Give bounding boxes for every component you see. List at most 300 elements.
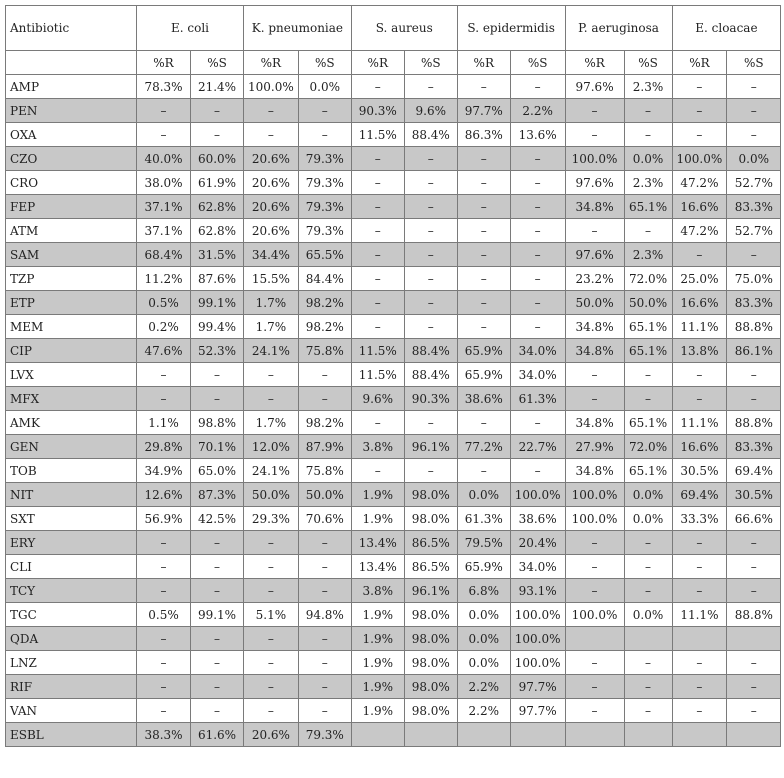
susceptible-pct-cell: 98.2% — [298, 411, 351, 435]
resistant-pct-cell: 1.1% — [137, 411, 191, 435]
resistant-pct-cell: – — [351, 291, 404, 315]
susceptible-pct-cell: – — [191, 627, 244, 651]
antibiotic-name: ETP — [6, 291, 137, 315]
susceptible-pct-cell: – — [624, 219, 672, 243]
susceptible-pct-cell: 83.3% — [727, 291, 781, 315]
resistant-pct-cell: 13.4% — [351, 531, 404, 555]
subheader-r: %R — [351, 51, 404, 75]
resistant-pct-cell: 79.5% — [457, 531, 510, 555]
resistant-pct-cell: 20.6% — [244, 171, 299, 195]
susceptible-pct-cell: – — [191, 123, 244, 147]
susceptible-pct-cell: 62.8% — [191, 195, 244, 219]
resistant-pct-cell: 1.7% — [244, 411, 299, 435]
resistant-pct-cell: 11.2% — [137, 267, 191, 291]
susceptible-pct-cell: 60.0% — [191, 147, 244, 171]
resistant-pct-cell: 61.3% — [457, 507, 510, 531]
susceptible-pct-cell: 2.3% — [624, 171, 672, 195]
susceptible-pct-cell: 0.0% — [624, 603, 672, 627]
resistant-pct-cell: 40.0% — [137, 147, 191, 171]
antibiotic-name: LVX — [6, 363, 137, 387]
resistant-pct-cell: – — [137, 99, 191, 123]
susceptible-pct-cell: 100.0% — [510, 651, 565, 675]
resistant-pct-cell: 97.6% — [565, 75, 624, 99]
susceptible-pct-cell: 65.5% — [298, 243, 351, 267]
resistant-pct-cell: – — [457, 315, 510, 339]
resistant-pct-cell: 27.9% — [565, 435, 624, 459]
resistant-pct-cell: 65.9% — [457, 363, 510, 387]
susceptible-pct-cell: 98.2% — [298, 315, 351, 339]
resistant-pct-cell: – — [457, 171, 510, 195]
antibiotic-name: PEN — [6, 99, 137, 123]
resistant-pct-cell — [672, 627, 727, 651]
resistant-pct-cell: – — [137, 579, 191, 603]
antibiotic-name: CRO — [6, 171, 137, 195]
antibiotic-name: AMP — [6, 75, 137, 99]
susceptible-pct-cell: – — [404, 171, 457, 195]
susceptible-pct-cell: – — [624, 123, 672, 147]
resistant-pct-cell: 77.2% — [457, 435, 510, 459]
resistant-pct-cell: 34.8% — [565, 411, 624, 435]
resistant-pct-cell: 20.6% — [244, 195, 299, 219]
antibiotic-name: AMK — [6, 411, 137, 435]
subheader-blank — [6, 51, 137, 75]
resistant-pct-cell: 38.0% — [137, 171, 191, 195]
susceptible-pct-cell: 69.4% — [727, 459, 781, 483]
susceptible-pct-cell: 70.1% — [191, 435, 244, 459]
susceptible-pct-cell: 0.0% — [727, 147, 781, 171]
susceptible-pct-cell: – — [191, 675, 244, 699]
resistant-pct-cell: – — [457, 147, 510, 171]
susceptible-pct-cell: 97.7% — [510, 699, 565, 723]
susceptible-pct-cell: – — [191, 99, 244, 123]
susceptible-pct-cell: 13.6% — [510, 123, 565, 147]
resistant-pct-cell: 25.0% — [672, 267, 727, 291]
subheader-r: %R — [457, 51, 510, 75]
resistant-pct-cell: 24.1% — [244, 459, 299, 483]
resistant-pct-cell: 0.0% — [457, 627, 510, 651]
susceptible-pct-cell: 52.7% — [727, 171, 781, 195]
susceptible-pct-cell: – — [404, 219, 457, 243]
resistant-pct-cell: – — [137, 627, 191, 651]
resistant-pct-cell: 12.0% — [244, 435, 299, 459]
resistant-pct-cell: 0.5% — [137, 603, 191, 627]
susceptible-pct-cell — [510, 723, 565, 747]
susceptible-pct-cell: 62.8% — [191, 219, 244, 243]
resistant-pct-cell: 20.6% — [244, 723, 299, 747]
susceptible-pct-cell: 79.3% — [298, 723, 351, 747]
resistant-pct-cell: 50.0% — [244, 483, 299, 507]
resistant-pct-cell: 1.9% — [351, 651, 404, 675]
resistant-pct-cell: – — [244, 387, 299, 411]
resistant-pct-cell — [351, 723, 404, 747]
susceptible-pct-cell: 61.3% — [510, 387, 565, 411]
susceptible-pct-cell: 83.3% — [727, 435, 781, 459]
resistant-pct-cell: – — [244, 555, 299, 579]
antibiotic-name: CZO — [6, 147, 137, 171]
resistant-pct-cell: 29.8% — [137, 435, 191, 459]
susceptible-pct-cell: 50.0% — [624, 291, 672, 315]
subheader-s: %S — [624, 51, 672, 75]
susceptible-pct-cell: – — [298, 555, 351, 579]
subheader-r: %R — [672, 51, 727, 75]
susceptible-pct-cell: 100.0% — [510, 627, 565, 651]
resistant-pct-cell: 33.3% — [672, 507, 727, 531]
resistant-pct-cell: – — [672, 675, 727, 699]
susceptible-pct-cell: 0.0% — [624, 147, 672, 171]
resistant-pct-cell: – — [351, 147, 404, 171]
resistant-pct-cell: 6.8% — [457, 579, 510, 603]
table-row — [6, 339, 781, 363]
susceptible-pct-cell: 75.0% — [727, 267, 781, 291]
susceptible-pct-cell: – — [727, 243, 781, 267]
table-row — [6, 483, 781, 507]
susceptible-pct-cell: – — [404, 147, 457, 171]
susceptible-pct-cell: 98.0% — [404, 651, 457, 675]
resistant-pct-cell: 37.1% — [137, 195, 191, 219]
resistant-pct-cell: – — [565, 387, 624, 411]
susceptible-pct-cell: – — [624, 99, 672, 123]
resistant-pct-cell: – — [244, 651, 299, 675]
resistant-pct-cell: – — [244, 363, 299, 387]
susceptible-pct-cell: – — [727, 699, 781, 723]
susceptible-pct-cell: – — [191, 531, 244, 555]
resistant-pct-cell: 20.6% — [244, 219, 299, 243]
susceptible-pct-cell: 86.5% — [404, 555, 457, 579]
resistant-pct-cell: 9.6% — [351, 387, 404, 411]
resistant-pct-cell: – — [137, 531, 191, 555]
resistant-pct-cell: 11.1% — [672, 603, 727, 627]
resistant-pct-cell: – — [351, 219, 404, 243]
resistant-pct-cell: – — [137, 699, 191, 723]
resistant-pct-cell: 86.3% — [457, 123, 510, 147]
susceptible-pct-cell: – — [727, 75, 781, 99]
susceptible-pct-cell: – — [727, 123, 781, 147]
table-row — [6, 555, 781, 579]
susceptible-pct-cell: – — [624, 555, 672, 579]
susceptible-pct-cell: – — [298, 123, 351, 147]
antibiotic-header: Antibiotic — [6, 6, 137, 51]
resistant-pct-cell: 12.6% — [137, 483, 191, 507]
subheader-s: %S — [191, 51, 244, 75]
susceptible-pct-cell: 96.1% — [404, 435, 457, 459]
susceptible-pct-cell — [727, 723, 781, 747]
resistant-pct-cell: 3.8% — [351, 579, 404, 603]
susceptible-pct-cell: – — [727, 387, 781, 411]
resistant-pct-cell: – — [565, 651, 624, 675]
susceptible-pct-cell: 65.1% — [624, 195, 672, 219]
susceptible-pct-cell: 98.0% — [404, 603, 457, 627]
susceptible-pct-cell: 79.3% — [298, 171, 351, 195]
susceptible-pct-cell: – — [727, 531, 781, 555]
resistant-pct-cell: – — [565, 99, 624, 123]
resistant-pct-cell: 1.9% — [351, 507, 404, 531]
antibiotic-name: LNZ — [6, 651, 137, 675]
resistant-pct-cell: 100.0% — [565, 507, 624, 531]
resistant-pct-cell: 11.1% — [672, 411, 727, 435]
resistant-pct-cell — [672, 723, 727, 747]
susceptible-pct-cell: – — [727, 651, 781, 675]
resistant-pct-cell: – — [457, 267, 510, 291]
table-row — [6, 699, 781, 723]
resistant-pct-cell: – — [565, 531, 624, 555]
susceptible-pct-cell: 87.9% — [298, 435, 351, 459]
susceptible-pct-cell: 42.5% — [191, 507, 244, 531]
resistant-pct-cell: 97.6% — [565, 171, 624, 195]
table-row — [6, 507, 781, 531]
resistant-pct-cell: 3.8% — [351, 435, 404, 459]
resistant-pct-cell: 16.6% — [672, 195, 727, 219]
susceptible-pct-cell: 0.0% — [624, 483, 672, 507]
susceptible-pct-cell: 88.8% — [727, 411, 781, 435]
resistant-pct-cell: – — [137, 123, 191, 147]
resistant-pct-cell: – — [244, 99, 299, 123]
susceptible-pct-cell: 52.3% — [191, 339, 244, 363]
susceptible-pct-cell: – — [404, 267, 457, 291]
resistant-pct-cell: 100.0% — [565, 483, 624, 507]
susceptible-pct-cell: 30.5% — [727, 483, 781, 507]
resistant-pct-cell: – — [351, 267, 404, 291]
susceptible-pct-cell: – — [510, 411, 565, 435]
susceptible-pct-cell: – — [510, 315, 565, 339]
susceptible-pct-cell: 100.0% — [510, 603, 565, 627]
susceptible-pct-cell: 99.1% — [191, 603, 244, 627]
table-row — [6, 531, 781, 555]
resistant-pct-cell: 2.2% — [457, 675, 510, 699]
resistant-pct-cell: 47.6% — [137, 339, 191, 363]
resistant-pct-cell: 38.6% — [457, 387, 510, 411]
resistant-pct-cell: – — [244, 123, 299, 147]
table-row — [6, 195, 781, 219]
resistant-pct-cell: 20.6% — [244, 147, 299, 171]
susceptible-pct-cell: 97.7% — [510, 675, 565, 699]
table-row — [6, 651, 781, 675]
susceptible-pct-cell: 72.0% — [624, 435, 672, 459]
susceptible-pct-cell: – — [298, 699, 351, 723]
resistant-pct-cell: – — [137, 555, 191, 579]
resistant-pct-cell: 65.9% — [457, 555, 510, 579]
susceptible-pct-cell: – — [404, 195, 457, 219]
resistant-pct-cell: 16.6% — [672, 291, 727, 315]
antibiotic-name: CLI — [6, 555, 137, 579]
susceptible-pct-cell: 65.1% — [624, 411, 672, 435]
antibiotic-name: NIT — [6, 483, 137, 507]
susceptible-pct-cell: 99.4% — [191, 315, 244, 339]
susceptible-pct-cell: 86.1% — [727, 339, 781, 363]
susceptible-pct-cell: – — [510, 459, 565, 483]
susceptible-pct-cell: – — [298, 363, 351, 387]
susceptible-pct-cell: 2.2% — [510, 99, 565, 123]
susceptible-pct-cell: 88.8% — [727, 315, 781, 339]
susceptible-pct-cell: – — [510, 147, 565, 171]
resistant-pct-cell: 34.8% — [565, 195, 624, 219]
susceptible-pct-cell: – — [298, 651, 351, 675]
susceptible-pct-cell: 20.4% — [510, 531, 565, 555]
resistant-pct-cell: – — [565, 123, 624, 147]
resistant-pct-cell: – — [351, 171, 404, 195]
susceptible-pct-cell: 38.6% — [510, 507, 565, 531]
susceptible-pct-cell: – — [404, 243, 457, 267]
susceptible-pct-cell: – — [191, 387, 244, 411]
resistant-pct-cell: 1.9% — [351, 603, 404, 627]
susceptible-pct-cell: – — [510, 195, 565, 219]
subheader-r: %R — [565, 51, 624, 75]
susceptible-pct-cell: 50.0% — [298, 483, 351, 507]
resistant-pct-cell: 11.1% — [672, 315, 727, 339]
antibiotic-name: GEN — [6, 435, 137, 459]
susceptible-pct-cell: – — [624, 579, 672, 603]
susceptible-pct-cell: 75.8% — [298, 459, 351, 483]
susceptible-pct-cell: – — [624, 675, 672, 699]
susceptible-pct-cell: 98.8% — [191, 411, 244, 435]
resistant-pct-cell: 38.3% — [137, 723, 191, 747]
resistant-pct-cell: – — [457, 219, 510, 243]
susceptible-pct-cell: – — [404, 291, 457, 315]
resistant-pct-cell: 0.0% — [457, 603, 510, 627]
resistant-pct-cell: 30.5% — [672, 459, 727, 483]
susceptible-pct-cell: 88.4% — [404, 363, 457, 387]
resistant-pct-cell: – — [672, 99, 727, 123]
resistant-pct-cell: 11.5% — [351, 123, 404, 147]
resistant-pct-cell: 1.7% — [244, 291, 299, 315]
resistant-pct-cell: – — [137, 675, 191, 699]
susceptible-pct-cell — [624, 723, 672, 747]
table-row — [6, 99, 781, 123]
resistant-pct-cell: – — [457, 459, 510, 483]
susceptible-pct-cell: 88.4% — [404, 123, 457, 147]
susceptible-pct-cell: 52.7% — [727, 219, 781, 243]
resistant-pct-cell: 0.2% — [137, 315, 191, 339]
antibiotic-name: RIF — [6, 675, 137, 699]
resistant-pct-cell — [565, 723, 624, 747]
resistant-pct-cell: 29.3% — [244, 507, 299, 531]
susceptible-pct-cell: – — [727, 579, 781, 603]
organism-header: S. aureus — [351, 6, 457, 51]
susceptible-pct-cell: 2.3% — [624, 243, 672, 267]
table-row — [6, 459, 781, 483]
susceptible-pct-cell: – — [298, 531, 351, 555]
resistant-pct-cell: 97.6% — [565, 243, 624, 267]
susceptible-pct-cell: – — [510, 171, 565, 195]
resistant-pct-cell: 1.9% — [351, 483, 404, 507]
susceptible-pct-cell: – — [191, 555, 244, 579]
resistant-pct-cell: 1.9% — [351, 675, 404, 699]
resistant-pct-cell: 16.6% — [672, 435, 727, 459]
susceptible-pct-cell: 98.0% — [404, 627, 457, 651]
susceptible-pct-cell: 93.1% — [510, 579, 565, 603]
table-container — [5, 5, 781, 747]
resistant-pct-cell: – — [457, 411, 510, 435]
susceptible-pct-cell: 65.1% — [624, 315, 672, 339]
subheader-r: %R — [244, 51, 299, 75]
susceptible-pct-cell: 79.3% — [298, 147, 351, 171]
resistant-pct-cell: – — [244, 531, 299, 555]
table-row — [6, 387, 781, 411]
susceptible-pct-cell: – — [727, 555, 781, 579]
resistant-pct-cell: 13.4% — [351, 555, 404, 579]
susceptible-pct-cell: – — [624, 651, 672, 675]
resistant-pct-cell: 0.0% — [457, 483, 510, 507]
susceptible-pct-cell: 100.0% — [510, 483, 565, 507]
susceptible-pct-cell: – — [510, 291, 565, 315]
antibiotic-name: MFX — [6, 387, 137, 411]
resistant-pct-cell: – — [565, 675, 624, 699]
resistant-pct-cell: 5.1% — [244, 603, 299, 627]
resistant-pct-cell: – — [457, 243, 510, 267]
resistant-pct-cell: – — [565, 219, 624, 243]
resistant-pct-cell: 100.0% — [565, 603, 624, 627]
resistant-pct-cell: – — [672, 699, 727, 723]
resistant-pct-cell: 65.9% — [457, 339, 510, 363]
antibiotic-name: CIP — [6, 339, 137, 363]
table-row — [6, 291, 781, 315]
susceptible-pct-cell: – — [191, 699, 244, 723]
subheader-s: %S — [510, 51, 565, 75]
resistant-pct-cell: – — [351, 459, 404, 483]
susceptible-pct-cell: – — [191, 579, 244, 603]
resistant-pct-cell: – — [672, 123, 727, 147]
susceptible-pct-cell: – — [404, 75, 457, 99]
resistant-pct-cell: 15.5% — [244, 267, 299, 291]
resistant-pct-cell: 100.0% — [244, 75, 299, 99]
susceptible-pct-cell: – — [191, 651, 244, 675]
antibiotic-name: QDA — [6, 627, 137, 651]
resistant-pct-cell: – — [565, 363, 624, 387]
organism-header: K. pneumoniae — [244, 6, 352, 51]
resistant-pct-cell: – — [351, 243, 404, 267]
resistant-pct-cell: 78.3% — [137, 75, 191, 99]
susceptible-pct-cell: 86.5% — [404, 531, 457, 555]
table-row — [6, 267, 781, 291]
susceptible-pct-cell: 65.1% — [624, 339, 672, 363]
susceptible-pct-cell: 98.0% — [404, 483, 457, 507]
table-row — [6, 723, 781, 747]
resistant-pct-cell: 11.5% — [351, 339, 404, 363]
susceptible-pct-cell: – — [510, 243, 565, 267]
table-row — [6, 171, 781, 195]
resistant-pct-cell — [565, 627, 624, 651]
table-row — [6, 363, 781, 387]
susceptible-pct-cell: – — [624, 387, 672, 411]
susceptible-pct-cell: – — [404, 315, 457, 339]
organism-header: E. coli — [137, 6, 244, 51]
resistant-pct-cell: – — [672, 579, 727, 603]
susceptible-pct-cell: 75.8% — [298, 339, 351, 363]
resistant-pct-cell: – — [565, 579, 624, 603]
susceptible-pct-cell: – — [727, 363, 781, 387]
susceptible-pct-cell: 9.6% — [404, 99, 457, 123]
resistant-pct-cell: – — [244, 699, 299, 723]
resistant-pct-cell: – — [244, 579, 299, 603]
susceptible-pct-cell — [404, 723, 457, 747]
antibiotic-name: FEP — [6, 195, 137, 219]
resistant-pct-cell: 50.0% — [565, 291, 624, 315]
susceptible-pct-cell: 87.6% — [191, 267, 244, 291]
susceptible-pct-cell: 98.0% — [404, 675, 457, 699]
susceptible-pct-cell: 66.6% — [727, 507, 781, 531]
table-row — [6, 603, 781, 627]
susceptible-pct-cell: 94.8% — [298, 603, 351, 627]
subheader-s: %S — [727, 51, 781, 75]
susceptible-pct-cell: – — [298, 627, 351, 651]
table-body — [6, 75, 781, 747]
resistant-pct-cell: – — [672, 75, 727, 99]
susceptible-pct-cell: 88.8% — [727, 603, 781, 627]
susceptible-pct-cell: 34.0% — [510, 555, 565, 579]
susceptible-pct-cell: 83.3% — [727, 195, 781, 219]
susceptible-pct-cell: 65.0% — [191, 459, 244, 483]
resistant-pct-cell: – — [672, 363, 727, 387]
susceptible-pct-cell: 87.3% — [191, 483, 244, 507]
